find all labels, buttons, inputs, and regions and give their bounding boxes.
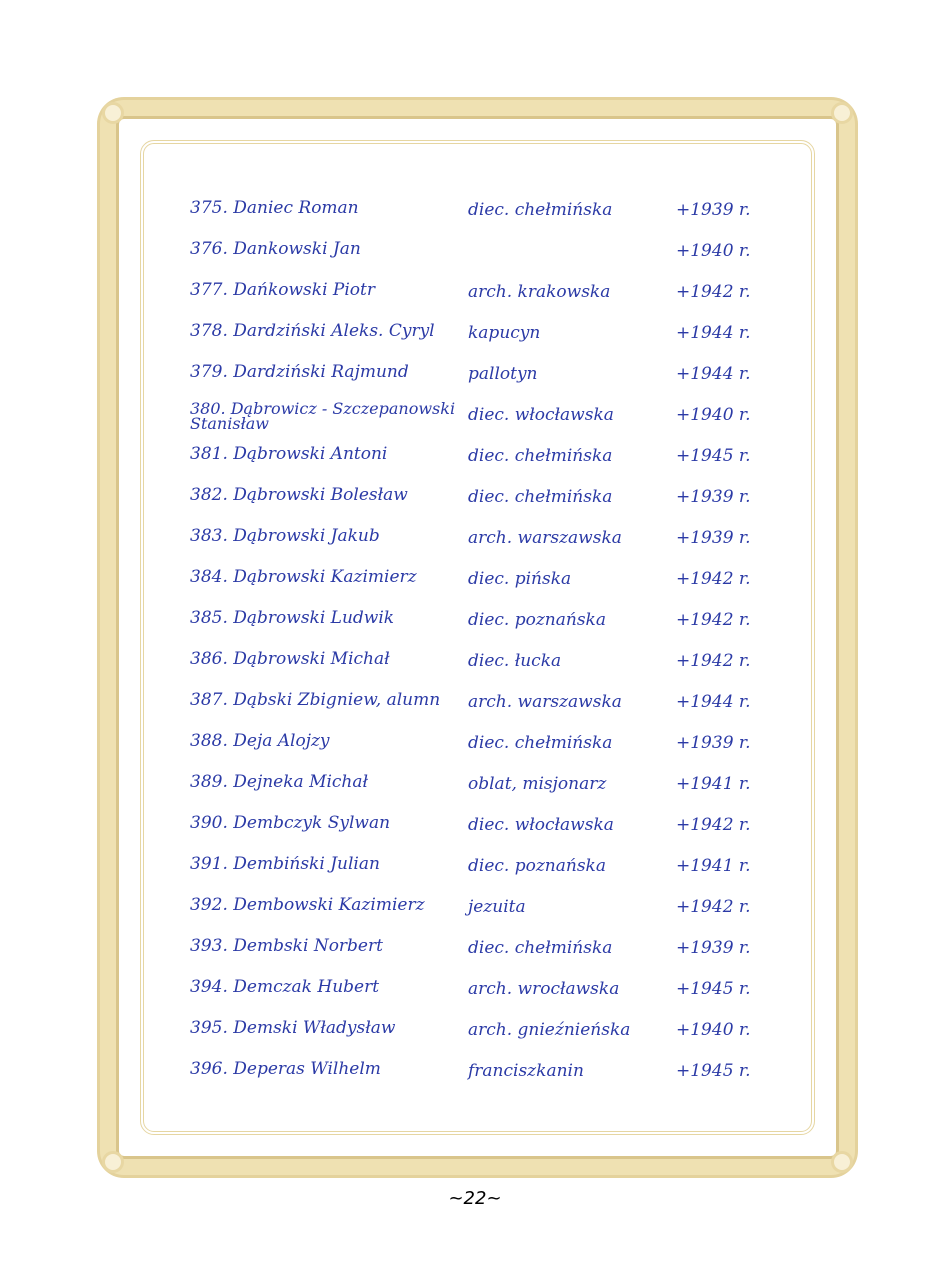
entry-origin: jezuita [468,897,526,917]
list-item [190,237,780,278]
entry-origin: arch. gnieźnieńska [468,1020,631,1040]
entry-origin: franciszkanin [468,1061,584,1081]
entry-year: +1940 r. [676,241,751,261]
list-item [190,565,780,606]
entry-name: 379. Dardziński Rajmund [190,362,409,382]
frame-corner-ornament [102,1151,124,1173]
list-item [190,442,780,483]
entry-name: 381. Dąbrowski Antoni [190,444,388,464]
list-item [190,975,780,1016]
entry-name: 393. Dembski Norbert [190,936,383,956]
entry-year: +1939 r. [676,487,751,507]
list-item [190,729,780,770]
entry-origin: pallotyn [468,364,538,384]
entry-origin: arch. warszawska [468,692,622,712]
entry-origin: oblat, misjonarz [468,774,607,794]
entry-year: +1942 r. [676,610,751,630]
entry-year: +1940 r. [676,405,751,425]
list-item [190,524,780,565]
entry-name: 376. Dankowski Jan [190,239,361,259]
list-item [190,278,780,319]
entry-name: 380. Dąbrowicz - Szczepanowski Stanisław [190,399,456,433]
entry-origin: kapucyn [468,323,541,343]
list-item [190,319,780,360]
entry-origin: arch. krakowska [468,282,611,302]
frame-corner-ornament [831,1151,853,1173]
page-number: ~22~ [448,1188,502,1209]
list-item [190,688,780,729]
list-item [190,196,780,237]
entry-name: 384. Dąbrowski Kazimierz [190,567,417,587]
list-item [190,606,780,647]
entry-year: +1942 r. [676,282,751,302]
entry-year: +1941 r. [676,856,751,876]
entry-year: +1942 r. [676,815,751,835]
entry-origin: diec. pińska [468,569,572,589]
entry-origin: diec. poznańska [468,856,606,876]
entry-name: 389. Dejneka Michał [190,772,369,792]
frame-corner-ornament [102,102,124,124]
entry-name: 383. Dąbrowski Jakub [190,526,380,546]
entry-origin: diec. chełmińska [468,446,613,466]
entry-year: +1945 r. [676,979,751,999]
entry-name: 382. Dąbrowski Bolesław [190,485,408,505]
list-item [190,360,780,401]
entry-year: +1945 r. [676,1061,751,1081]
entry-name: 385. Dąbrowski Ludwik [190,608,395,628]
entry-name: 375. Daniec Roman [190,198,359,218]
entry-year: +1939 r. [676,938,751,958]
entry-origin: diec. włocławska [468,815,614,835]
frame-corner-ornament [831,102,853,124]
entry-year: +1940 r. [676,1020,751,1040]
list-item [190,811,780,852]
list-item [190,483,780,524]
entry-year: +1944 r. [676,692,751,712]
entry-origin: arch. wrocławska [468,979,620,999]
list-item [190,934,780,975]
entry-origin: diec. łucka [468,651,562,671]
list-item [190,770,780,811]
list-item [190,647,780,688]
entry-name: 378. Dardziński Aleks. Cyryl [190,321,435,341]
entry-name: 392. Dembowski Kazimierz [190,895,425,915]
names-list [190,196,780,1098]
entry-year: +1944 r. [676,364,751,384]
entry-year: +1942 r. [676,651,751,671]
list-item [190,852,780,893]
entry-origin: arch. warszawska [468,528,622,548]
entry-origin: diec. poznańska [468,610,606,630]
entry-year: +1945 r. [676,446,751,466]
list-item [190,1057,780,1098]
entry-name: 377. Dańkowski Piotr [190,280,375,300]
entry-year: +1942 r. [676,897,751,917]
entry-name: 388. Deja Alojzy [190,731,330,751]
entry-origin: diec. włocławska [468,405,614,425]
entry-name: 395. Demski Władysław [190,1018,396,1038]
entry-name: 387. Dąbski Zbigniew, alumn [190,690,441,710]
entry-year: +1942 r. [676,569,751,589]
entry-year: +1939 r. [676,528,751,548]
entry-origin: diec. chełmińska [468,733,613,753]
entry-origin: diec. chełmińska [468,938,613,958]
entry-name: 394. Demczak Hubert [190,977,380,997]
list-item [190,401,780,442]
entry-year: +1941 r. [676,774,751,794]
entry-name: 386. Dąbrowski Michał [190,649,390,669]
entry-name: 391. Dembiński Julian [190,854,380,874]
entry-name: 390. Dembczyk Sylwan [190,813,391,833]
entry-year: +1939 r. [676,200,751,220]
entry-year: +1944 r. [676,323,751,343]
entry-name: 396. Deperas Wilhelm [190,1059,381,1079]
entry-origin: diec. chełmińska [468,200,613,220]
list-item [190,1016,780,1057]
entry-year: +1939 r. [676,733,751,753]
entry-origin: diec. chełmińska [468,487,613,507]
list-item [190,893,780,934]
